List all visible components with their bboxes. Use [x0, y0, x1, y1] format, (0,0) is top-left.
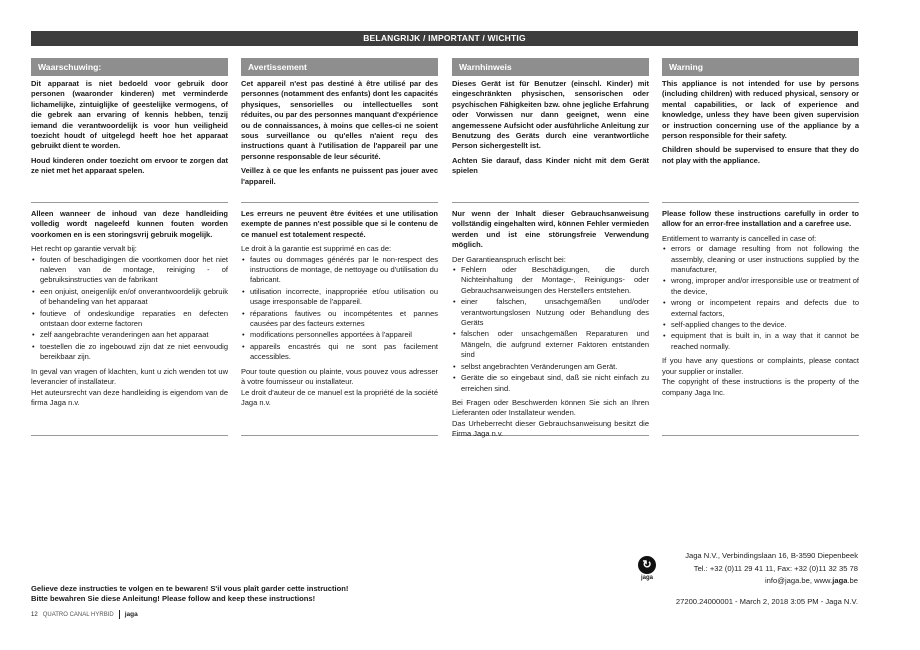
contact-paragraph: Pour toute question ou plainte, vous pouvez vous adresser à votre fournisseur ou installateur.: [241, 366, 438, 387]
important-banner: BELANGRIJK / IMPORTANT / WICHTIG: [31, 31, 858, 46]
contact-paragraph: If you have any questions or complaints, please contact your supplier or installer.: [662, 356, 859, 376]
list-item: • wrong or incompetent repairs and defects due to external factors,: [662, 298, 859, 319]
warning-header: Warnhinweis: [452, 58, 649, 76]
list-item: • falschen oder unsachgemäßen Reparaturen und Mängeln, die aufgrund externer Faktoren entstanden sind: [452, 329, 649, 360]
closing-line-1: Gelieve deze instructies te volgen en te bewaren! S'il vous plaît garder cette instruction!: [31, 584, 349, 593]
email: info@jaga.be, www.: [765, 576, 833, 585]
web-brand: jaga: [832, 576, 848, 585]
warranty-section: [662, 203, 859, 436]
column-de: [452, 58, 649, 439]
copyright-paragraph: Het auteursrecht van deze handleiding is eigendom van de firma Jaga n.v.: [31, 387, 228, 407]
page-footer: [31, 610, 138, 619]
warning-header: Warning: [662, 58, 859, 76]
jaga-logo: [636, 556, 658, 581]
document-reference: 27200.24000001 - March 2, 2018 3:05 PM - Jaga N.V.: [675, 597, 858, 606]
warranty-exclusions-list: [452, 265, 649, 394]
warning-paragraph: Veillez à ce que les enfants ne puissent pas jouer avec l'appareil.: [241, 166, 438, 186]
logo-wordmark: jaga: [640, 575, 653, 581]
list-item: • Fehlern oder Beschädigungen, die durch Nichteinhaltung der Montage-, Reinigungs- oder Gebrauchsanweisungen des Herstellers entstehen.: [452, 265, 649, 296]
list-item: • utilisation incorrecte, inappropriée et/ou utilisation ou usage irresponsable de l'appareil.: [241, 287, 438, 308]
list-item: • selbst angebrachten Veränderungen am Gerät.: [452, 362, 649, 372]
warning-paragraph: Children should be supervised to ensure that they do not play with the appliance.: [662, 145, 859, 165]
warranty-section: [31, 203, 228, 436]
list-item: • appareils encastrés qui ne sont pas facilement accessibles.: [241, 342, 438, 363]
email-web: [685, 575, 858, 588]
company-contact: [685, 550, 858, 588]
keep-instructions-note: [31, 584, 348, 605]
list-item: • equipment that is built in, in a way that it cannot be reached normally.: [662, 331, 859, 352]
copyright-paragraph: Le droit d'auteur de ce manuel est la propriété de la société Jaga n.v.: [241, 387, 438, 407]
contact-paragraph: In geval van vragen of klachten, kunt u zich wenden tot uw leverancier of installateur.: [31, 366, 228, 387]
safety-warning-section: [662, 76, 859, 203]
company-address: Jaga N.V., Verbindingslaan 16, B-3590 Diepenbeek: [685, 551, 858, 560]
list-item: • Geräte die so eingebaut sind, daß sie nicht einfach zu erreichen sind.: [452, 373, 649, 394]
warranty-exclusions-list: [662, 244, 859, 352]
intro-paragraph: Nur wenn der Inhalt dieser Gebrauchsanweisung vollständig eingehalten wird, können Fehler vermieden werden und ist eine störungsfreie Verwendung möglich.: [452, 209, 649, 250]
closing-line-2: Bitte bewahren Sie diese Anleitung! Please follow and keep these instructions!: [31, 594, 316, 604]
list-item: • self-applied changes to the device.: [662, 320, 859, 330]
warning-paragraph: Houd kinderen onder toezicht om ervoor te zorgen dat ze niet met het apparaat spelen.: [31, 155, 228, 176]
safety-warning-section: [452, 76, 649, 203]
list-item: • zelf aangebrachte veranderingen aan het apparaat: [31, 330, 228, 340]
list-item: • fouten of beschadigingen die voortkomen door het niet naleven van de montage, reiniging - of gebruiksinstructies van de fabrikant: [31, 255, 228, 286]
warranty-section: [452, 203, 649, 439]
brand-name: jaga: [124, 611, 138, 618]
warning-header: Waarschuwing:: [31, 58, 228, 76]
list-item: • réparations fautives ou incompétentes et pannes causées par des facteurs externes: [241, 309, 438, 330]
warranty-lead: Der Garantieanspruch erlischt bei:: [452, 254, 566, 264]
intro-paragraph: Alleen wanneer de inhoud van deze handleiding volledig wordt nageleefd kunnen fouten worden voorkomen en is een storingsvrij gebruik mogelijk.: [31, 209, 228, 239]
warranty-exclusions-list: [31, 255, 228, 363]
list-item: • wrong, improper and/or irresponsible use or treatment of the device,: [662, 276, 859, 297]
column-en: [662, 58, 859, 436]
warranty-lead: Le droit à la garantie est supprimé en cas de:: [241, 244, 392, 254]
list-item: • een onjuist, oneigenlijk en/of onverantwoordelijk gebruik of behandeling van het apparaat: [31, 287, 228, 308]
list-item: • fautes ou dommages générés par le non-respect des instructions de montage, de nettoyage ou d'utilisation du fabricant.: [241, 255, 438, 286]
column-nl: [31, 58, 228, 436]
web-tld: .be: [847, 576, 858, 585]
intro-paragraph: Please follow these instructions carefully in order to allow for an error-free installation and a carefree use.: [662, 209, 859, 229]
warning-paragraph: Dieses Gerät ist für Benutzer (einschl. Kinder) mit eingeschränkten physischen, sensorischen oder psychischen Fähigkeiten bzw. ohne jegliche Erfahrung oder Vorwissen nur dann geeignet, wenn eine angemessene Aufsicht oder ausführliche Anleitung zur Benutzung des Geräts durch eine verantwortliche Person sichergestellt ist.: [452, 79, 649, 151]
list-item: • errors or damage resulting from not following the assembly, cleaning or user instructions supplied by the manufacturer,: [662, 244, 859, 275]
list-item: • toestellen die zo ingebouwd zijn dat ze niet eenvoudig bereikbaar zijn.: [31, 342, 228, 363]
page-number: 12: [31, 611, 38, 618]
product-name: QUATRO CANAL HYRBID: [42, 611, 114, 618]
list-item: • foutieve of ondeskundige reparaties en defecten ontstaan door externe factoren: [31, 309, 228, 330]
column-fr: [241, 58, 438, 436]
safety-warning-section: [241, 76, 438, 203]
list-item: • modifications personnelles apportées à l'appareil: [241, 330, 438, 340]
copyright-paragraph: Das Urheberrecht dieser Gebrauchsanweisung besitzt die Firma Jaga n.v.: [452, 418, 649, 439]
warranty-exclusions-list: [241, 255, 438, 363]
warning-paragraph: Achten Sie darauf, dass Kinder nicht mit dem Gerät spielen: [452, 155, 649, 176]
contact-paragraph: Bei Fragen oder Beschwerden können Sie sich an Ihren Lieferanten oder Installateur wenden.: [452, 397, 649, 418]
warning-paragraph: This appliance is not intended for use by persons (including children) with reduced physical, sensory or mental capabilities, or lack of experience and knowledge, unless they have been given supervision or instruction concerning use of the appliance by a person responsible for their safety.: [662, 79, 859, 141]
list-item: • einer falschen, unsachgemäßen und/oder verantwortungslosen Nutzung oder Behandlung des Geräts: [452, 297, 649, 328]
warning-paragraph: Dit apparaat is niet bedoeld voor gebruik door personen (waaronder kinderen) met verminderde lichamelijke, zintuiglijke of geestelijke vermogens, of die gebrek aan ervaring of kennis hebben, tenzij iemand die verantwoordelijk is voor hun veiligheid toezicht houdt of uitgelegd heeft hoe het apparaat gebruikt dient te worden.: [31, 79, 228, 151]
warranty-section: [241, 203, 438, 436]
intro-paragraph: Les erreurs ne peuvent être évitées et une utilisation exempte de pannes n'est possible que si le contenu de ce manuel est totalement respecté.: [241, 209, 438, 239]
jaga-logo-icon: ↻: [638, 556, 656, 574]
divider: [119, 610, 120, 619]
warning-header: Avertissement: [241, 58, 438, 76]
warranty-lead: Het recht op garantie vervalt bij:: [31, 244, 137, 254]
phone-fax: Tel.: +32 (0)11 29 41 11, Fax: +32 (0)11 32 35 78: [693, 563, 858, 573]
copyright-paragraph: The copyright of these instructions is the property of the company Jaga Inc.: [662, 377, 859, 397]
safety-warning-section: [31, 76, 228, 203]
warning-paragraph: Cet appareil n'est pas destiné à être utilisé par des personnes (notamment des enfants) dont les capacités physiques, sensorielles ou intellectuelles sont réduites, ou par des personnes manquant d'expérience ou de connaissances, à moins que celles-ci ne soient sous surveillance ou qu'elles n'aient reçu des instructions quant à l'utilisation de l'appareil par une personne responsable de leur sécurité.: [241, 79, 438, 161]
warranty-lead: Entitlement to warranty is cancelled in case of:: [662, 233, 817, 243]
